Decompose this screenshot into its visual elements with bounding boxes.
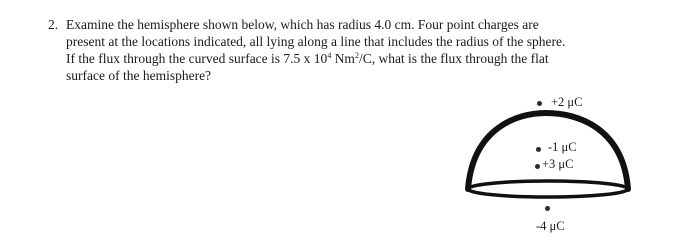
charge-bottom-label: -4 μC (536, 219, 565, 233)
charge-top-dot (537, 101, 542, 106)
problem-line-2: present at the locations indicated, all lying along a line that includes the radius of the sphere. (66, 34, 566, 49)
charge-inner-upper-dot (536, 147, 541, 152)
hemisphere-flat-surface (468, 181, 628, 197)
hemisphere-curved-surface (468, 113, 628, 189)
problem-line-3: If the flux through the curved surface is 7.5 x $10^4$ Nm$^2$/C, what is the flux through the flat (66, 51, 549, 66)
charge-top-label: +2 μC (551, 95, 583, 109)
problem-number: 2. (48, 17, 59, 32)
charge-bottom-dot (545, 206, 550, 211)
charge-inner-upper-label: -1 μC (548, 140, 577, 154)
charge-inner-lower-dot (535, 164, 540, 169)
charge-inner-lower-label: +3 μC (542, 157, 574, 171)
problem-line-4: surface of the hemisphere? (66, 68, 212, 83)
problem-line-1: 2. Examine the hemisphere shown below, which has radius 4.0 cm. Four point charges are (48, 17, 539, 32)
problem-text (48, 16, 678, 84)
